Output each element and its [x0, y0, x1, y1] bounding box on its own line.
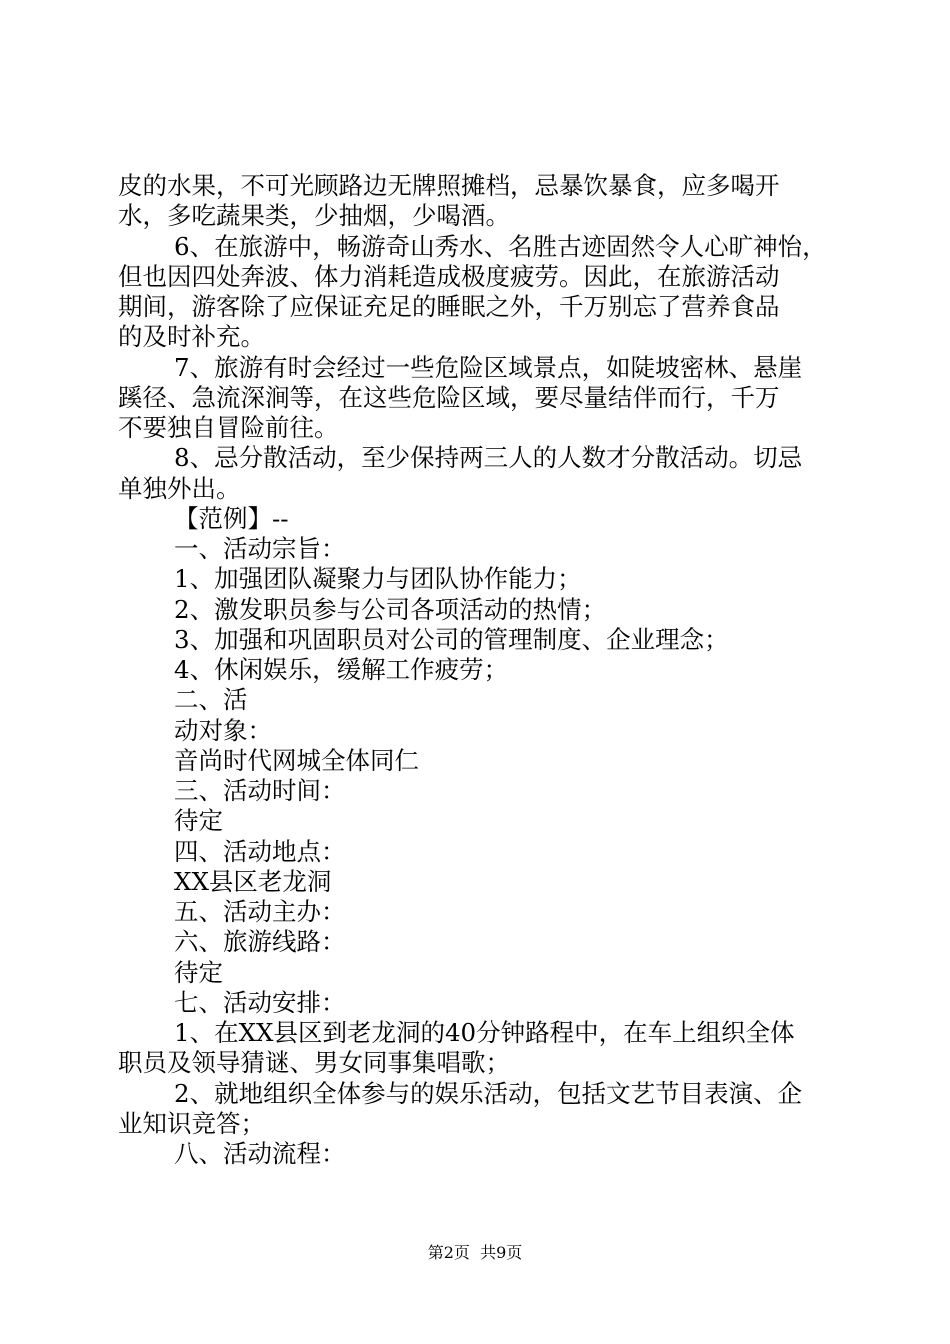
text-line: 音尚时代网城全体同仁	[174, 745, 419, 775]
text-line: 7、旅游有时会经过一些危险区域景点，如陡坡密林、悬崖	[174, 352, 803, 382]
document-body	[118, 171, 838, 1169]
text-line: 待定	[174, 806, 223, 836]
text-line: 2、就地组织全体参与的娱乐活动，包括文艺节目表演、企	[174, 1078, 803, 1108]
text-line: 3、加强和巩固职员对公司的管理制度、企业理念；	[174, 624, 729, 654]
text-line: 六、旅游线路：	[174, 927, 346, 957]
page-footer	[0, 1243, 950, 1263]
text-line: 二、活	[174, 685, 248, 715]
page-number: 第2页	[427, 1243, 470, 1262]
text-line: 6、在旅游中，畅游奇山秀水、名胜古迹固然令人心旷神怡，	[174, 231, 827, 261]
text-line: 但也因四处奔波、体力消耗造成极度疲劳。因此，在旅游活动	[118, 261, 780, 291]
text-line: 【范例】--	[174, 503, 289, 533]
text-line: 4、休闲娱乐，缓解工作疲劳；	[174, 655, 509, 684]
text-line: 水，多吃蔬果类，少抽烟，少喝酒。	[118, 201, 510, 231]
text-line: 七、活动安排：	[174, 987, 346, 1017]
text-line: 业知识竞答；	[118, 1108, 265, 1138]
text-line: 皮的水果，不可光顾路边无牌照摊档，忌暴饮暴食，应多喝开	[118, 171, 780, 200]
page-total: 共9页	[480, 1243, 523, 1262]
text-line: 八、活动流程：	[174, 1139, 346, 1168]
text-line: 的及时补充。	[118, 322, 265, 352]
text-line: 期间，游客除了应保证充足的睡眠之外，千万别忘了营养食品	[118, 292, 780, 321]
text-line: 2、激发职员参与公司各项活动的热情；	[174, 594, 607, 624]
text-line: 1、加强团队凝聚力与团队协作能力；	[174, 564, 582, 594]
text-line: 1、在XX县区到老龙洞的40分钟路程中，在车上组织全体	[174, 1018, 795, 1047]
text-line: 待定	[174, 957, 223, 987]
text-line: 动对象：	[174, 715, 272, 745]
text-line: 职员及领导猜谜、男女同事集唱歌；	[118, 1048, 510, 1078]
text-line: 蹊径、急流深涧等，在这些危险区域，要尽量结伴而行，千万	[118, 382, 780, 412]
text-line: 五、活动主办：	[174, 897, 346, 926]
text-line: XX县区老龙洞	[174, 866, 332, 896]
text-line: 四、活动地点：	[174, 836, 346, 866]
text-line: 单独外出。	[118, 473, 241, 503]
text-line: 三、活动时间：	[174, 776, 346, 805]
text-line: 8、忌分散活动，至少保持两三人的人数才分散活动。切忌	[174, 443, 803, 473]
text-line: 不要独自冒险前往。	[118, 413, 339, 442]
text-line: 一、活动宗旨：	[174, 534, 346, 563]
